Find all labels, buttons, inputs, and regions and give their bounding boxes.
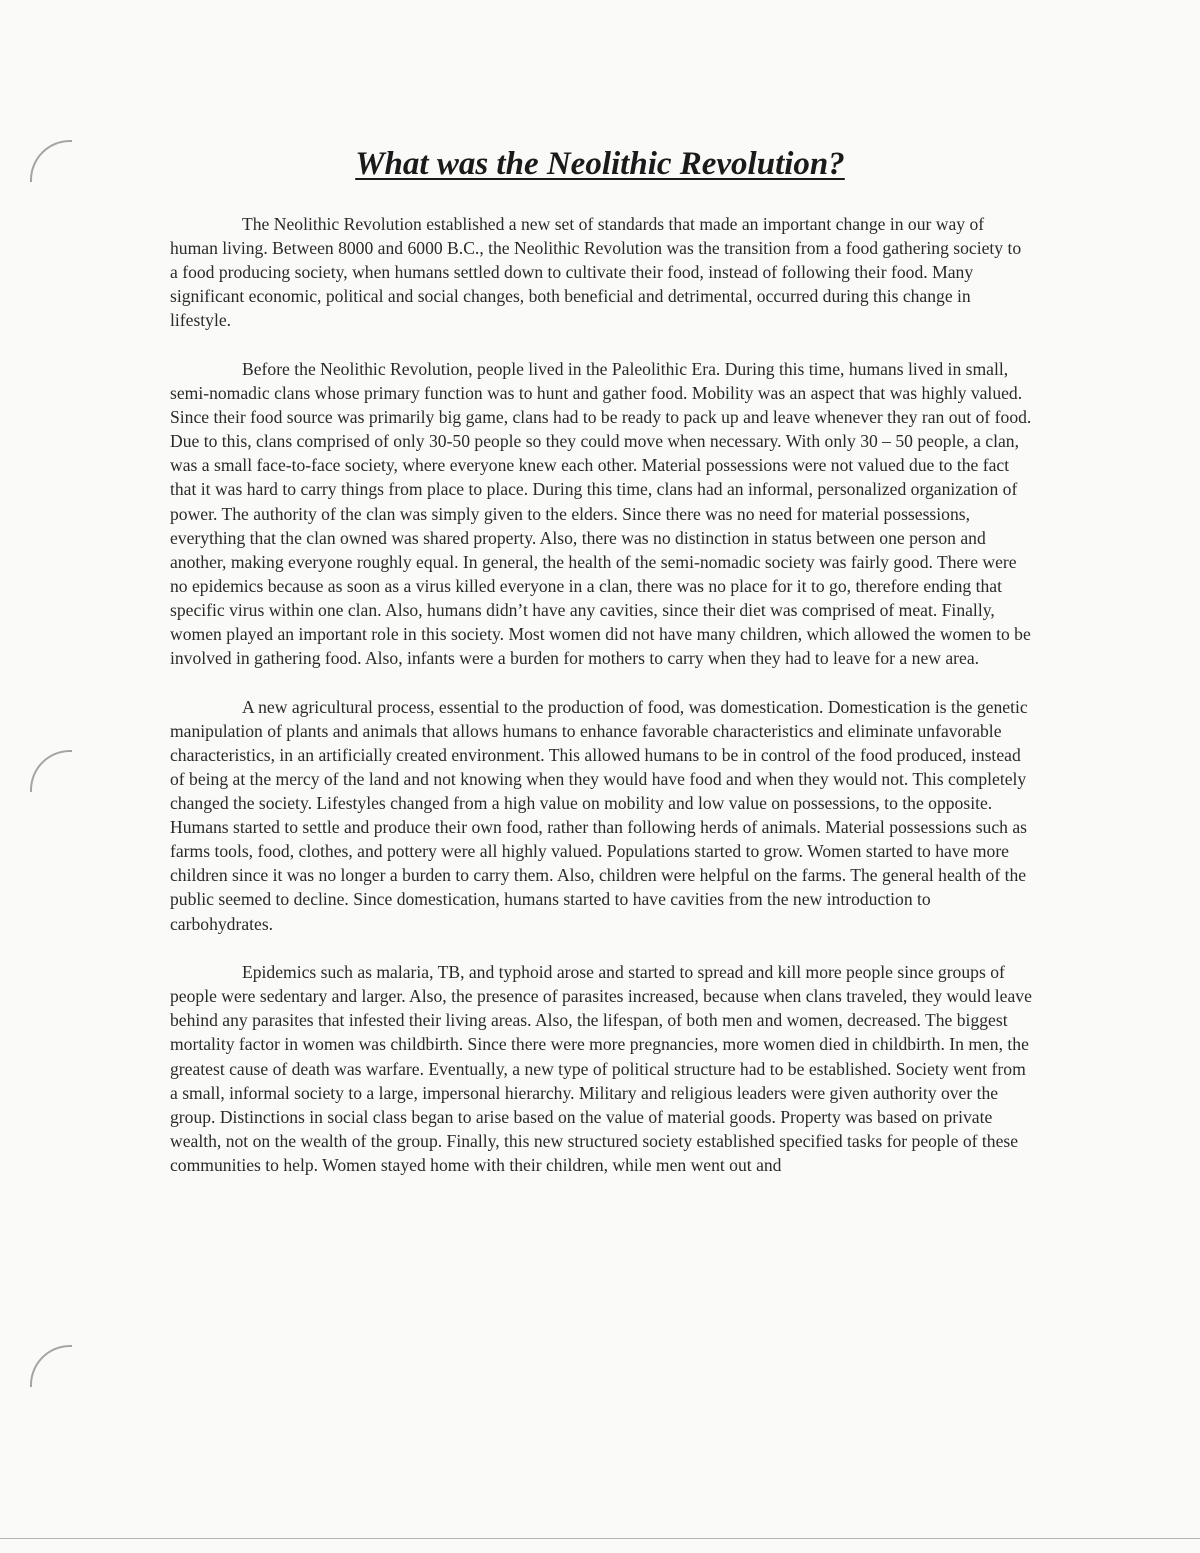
- page-title: What was the Neolithic Revolution?: [355, 146, 845, 182]
- paragraph-intro: The Neolithic Revolution established a new set of standards that made an important change in our way of human living. Between 8000 and 6000 B.C., the Neolithic Revolution was the transition from a food gathering society to a food producing society, when humans settled down to cultivate their food, instead of following their food. Many significant economic, political and social changes, both beneficial and detrimental, occurred during this change in lifestyle.: [170, 214, 1022, 331]
- punch-hole-mark: [30, 1345, 72, 1387]
- document-body: [170, 212, 1032, 1201]
- paragraph-paleolithic: Before the Neolithic Revolution, people lived in the Paleolithic Era. During this time, humans lived in small, semi-nomadic clans whose primary function was to hunt and gather food. Mobility was an aspect that was highly valued. Since their food source was primarily big game, clans had to be ready to pack up and leave whenever they ran out of food. Due to this, clans comprised of only 30-50 people so they could move when necessary. With only 30 – 50 people, a clan, was a small face-to-face society, where everyone knew each other. Material possessions were not valued due to the fact that it was hard to carry things from place to place. During this time, clans had an informal, personalized organization of power. The authority of the clan was simply given to the elders. Since there was no need for material possessions, everything that the clan owned was shared property. Also, there was no distinction in status between one person and another, making everyone roughly equal. In general, the health of the semi-nomadic society was fairly good. There were no epidemics because as soon as a virus killed everyone in a clan, there was no place for it to go, therefore ending that specific virus within one clan. Also, humans didn’t have any cavities, since their diet was comprised of meat. Finally, women played an important role in this society. Most women did not have many children, which allowed the women to be involved in gathering food. Also, infants were a burden for mothers to carry when they had to leave for a new area.: [170, 358, 1032, 669]
- paragraph-epidemics: Epidemics such as malaria, TB, and typhoid arose and started to spread and kill more people since groups of people were sedentary and larger. Also, the presence of parasites increased, because when clans traveled, they would leave behind any parasites that infested their living areas. Also, the lifespan, of both men and women, decreased. The biggest mortality factor in women was childbirth. Since there were more pregnancies, more women died in childbirth. In men, the greatest cause of death was warfare. Eventually, a new type of political structure had to be established. Society went from a small, informal society to a large, impersonal hierarchy. Military and religious leaders were given authority over the group. Distinctions in social class began to arise based on the value of material goods. Property was based on private wealth, not on the wealth of the group. Finally, this new structured society established specified tasks for people of these communities to help. Women stayed home with their children, while men went out and: [170, 962, 1032, 1175]
- scan-edge-line: [0, 1538, 1200, 1539]
- paragraph-domestication: A new agricultural process, essential to the production of food, was domestication. Domestication is the genetic manipulation of plants and animals that allows humans to enhance favorable characteristics and eliminate unfavorable characteristics, in an artificially created environment. This allowed humans to be in control of the food produced, instead of being at the mercy of the land and not knowing when they would have food and when they would not. This completely changed the society. Lifestyles changed from a high value on mobility and low value on possessions, to the opposite. Humans started to settle and produce their own food, rather than following herds of animals. Material possessions such as farms tools, food, clothes, and pottery were all highly valued. Populations started to grow. Women started to have more children since it was no longer a burden to carry them. Also, children were helpful on the farms. The general health of the public seemed to decline. Since domestication, humans started to have cavities from the new introduction to carbohydrates.: [170, 696, 1028, 934]
- punch-hole-mark: [30, 750, 72, 792]
